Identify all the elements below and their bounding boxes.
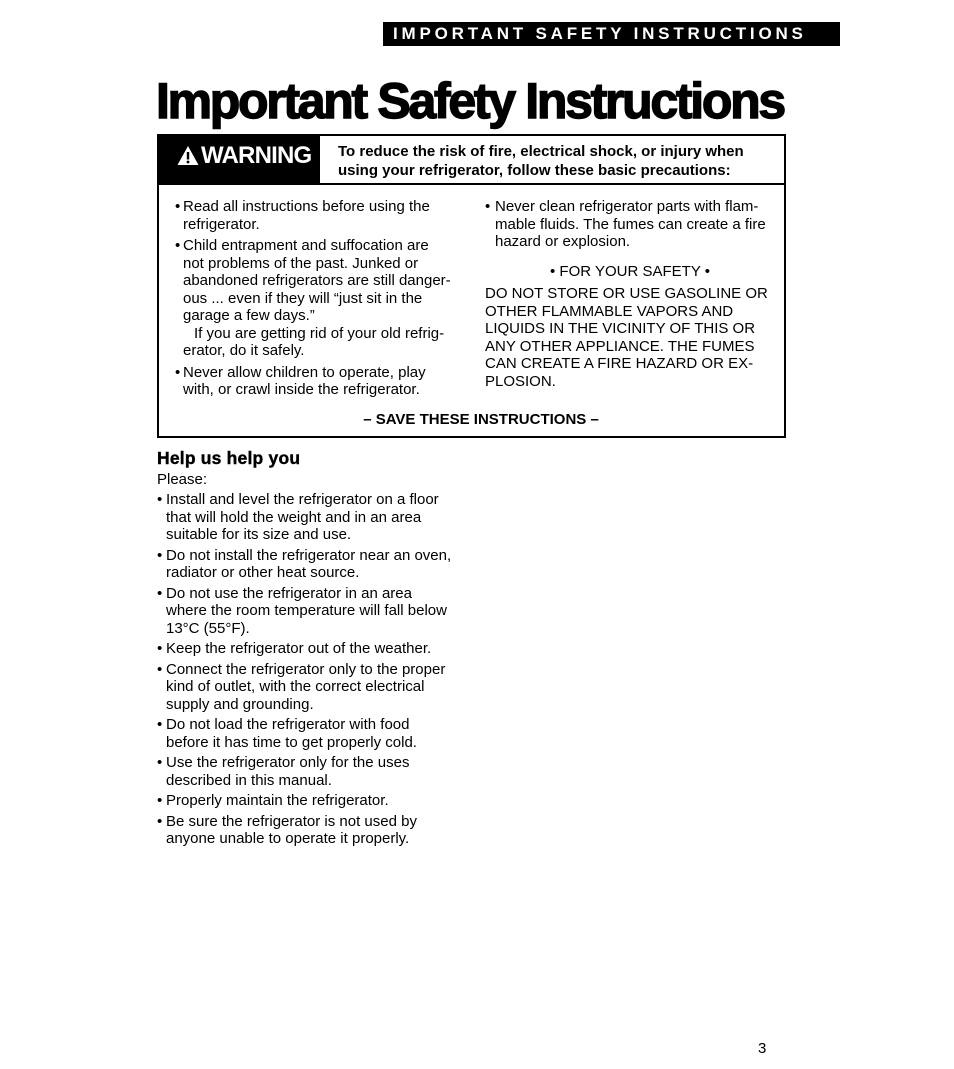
- list-item: [166, 661, 486, 714]
- warning-triangle-icon: [177, 145, 199, 166]
- help-heading: Help us help you: [157, 448, 301, 468]
- list-item: [183, 198, 473, 233]
- list-item: [166, 813, 486, 848]
- page-number: 3: [758, 1040, 767, 1057]
- list-item-text: • Connect the refrigerator only to the proper kind of outlet, with the correct electrical supply and grounding.: [166, 660, 446, 713]
- list-item: [166, 491, 486, 544]
- save-instructions-notice: – SAVE THESE INSTRUCTIONS –: [363, 411, 599, 428]
- list-item: [183, 364, 473, 399]
- list-item: [183, 237, 473, 360]
- list-item: [166, 754, 486, 789]
- list-item: [166, 547, 486, 582]
- safety-text: DO NOT STORE OR USE GASOLINE OR OTHER FLAMMABLE VAPORS AND LIQUIDS IN THE VICINITY OF THIS OR ANY OTHER APPLIANCE. THE FUMES CAN CREATE A FIRE HAZARD OR EX- PLOSION.: [485, 285, 768, 390]
- list-item: [495, 198, 780, 251]
- list-item-text: • Install and level the refrigerator on a floor that will hold the weight and in an area suitable for its size and use.: [166, 491, 439, 543]
- list-item-text: • Keep the refrigerator out of the weather.: [166, 640, 432, 657]
- list-item: [166, 585, 486, 638]
- list-item-text: • Be sure the refrigerator is not used by anyone unable to operate it properly.: [166, 812, 417, 847]
- list-item-note: If you are getting rid of your old refrig- erator, do it safely.: [183, 324, 445, 359]
- list-item: [166, 716, 486, 751]
- warning-left-list: [183, 198, 473, 403]
- help-intro: Please:: [157, 471, 208, 488]
- list-item-text: • Never allow children to operate, play with, or crawl inside the refrigerator.: [183, 363, 426, 398]
- warning-intro: To reduce the risk of fire, electrical shock, or injury when using your refrigerator, follow these basic precautions:: [338, 143, 744, 179]
- list-item-text: • Do not install the refrigerator near an oven, radiator or other heat source.: [166, 546, 452, 581]
- warning-header: [159, 136, 784, 185]
- warning-box: [157, 134, 786, 438]
- list-item-text: • Use the refrigerator only for the uses described in this manual.: [166, 754, 410, 789]
- list-item-text: • Properly maintain the refrigerator.: [166, 792, 389, 809]
- warning-right-list: [495, 198, 780, 251]
- warning-label-text: WARNING: [201, 141, 312, 169]
- list-item-text: • Read all instructions before using the refrigerator.: [183, 198, 430, 233]
- warning-label: [159, 136, 320, 183]
- help-list: [166, 491, 486, 851]
- safety-heading: • FOR YOUR SAFETY •: [550, 263, 710, 280]
- page-title: Important Safety Instructions: [156, 73, 784, 129]
- list-item-text: • Never clean refrigerator parts with flam- mable fluids. The fumes can create a fire hazard or explosion.: [495, 198, 766, 250]
- list-item-text: • Do not use the refrigerator in an area where the room temperature will fall below 13°C (55°F).: [166, 584, 447, 637]
- list-item: [166, 792, 486, 810]
- list-item-text: • Child entrapment and suffocation are not problems of the past. Junked or abandoned refrigerators are still danger- ous ... even if they will “just sit in the garage a few days.”: [183, 237, 451, 324]
- list-item-text: • Do not load the refrigerator with food before it has time to get properly cold.: [166, 716, 417, 751]
- section-header-bar: IMPORTANT SAFETY INSTRUCTIONS: [383, 22, 840, 46]
- list-item: [166, 640, 486, 658]
